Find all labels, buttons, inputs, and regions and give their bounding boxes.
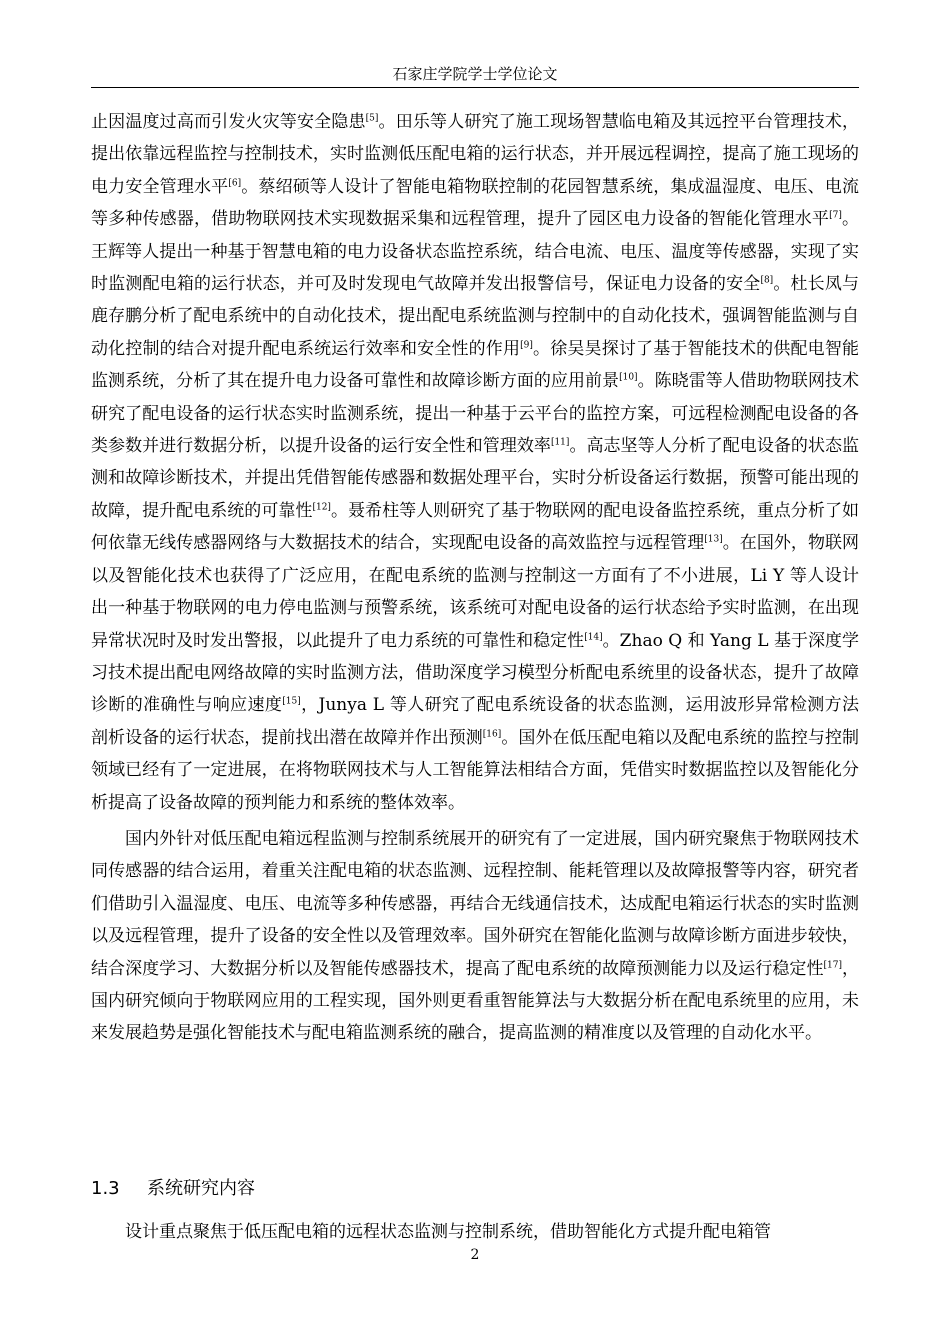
citation-ref: [8] <box>760 275 774 286</box>
text-run: 。聂希柱等人则研究了基于物联网的配电设备监控系统，重点分析了如何依靠无线传感器网络与大数据技术的结合，实现配电设备的高效监控与远程管理 <box>91 500 860 554</box>
text-run: 国内外针对低压配电箱远程监测与控制系统展开的研究有了一定进展，国内研究聚焦于物联网技术同传感器的结合运用，着重关注配电箱的状态监测、远程控制、能耗管理以及故障报警等内容，研究者们借助引入温湿度、电压、电流等多种传感器，再结合无线通信技术，达成配电箱运行状态的实时监测以及远程管理，提升了设备的安全性以及管理效率。国外研究在智能化监测与故障诊断方面进步较快，结合深度学习、大数据分析以及智能传感器技术，提高了配电系统的故障预测能力以及运行稳定性 <box>91 828 859 979</box>
citation-ref: [14] <box>584 631 603 642</box>
text-run: 。杜长凤与鹿存鹏分析了配电系统中的自动化技术，提出配电系统监测与控制中的自动化技术，强调智能监测与自动化控制的结合对提升配电系统运行效率和安全性的作用 <box>91 274 860 359</box>
citation-ref: [6] <box>228 178 242 189</box>
text-run: 。Zhao Q 和 Yang L 基于深度学习技术提出配电网络故障的实时监测方法，借助深度学习模型分析配电系统里的设备状态，提升了故障诊断的准确性与响应速度 <box>91 630 859 716</box>
citation-ref: [12] <box>312 502 331 513</box>
running-header: 石家庄学院学士学位论文 <box>392 65 558 83</box>
section-title: 系统研究内容 <box>147 1178 255 1199</box>
text-run: 。田乐等人研究了施工现场智慧临电箱及其远控平台管理技术，提出依靠远程监控与控制技术，实时监测低压配电箱的运行状态，并开展远程调控，提高了施工现场的电力安全管理水平 <box>91 112 860 197</box>
body-text <box>91 106 859 1050</box>
text-run: 。在国外，物联网以及智能化技术也获得了广泛应用，在配电系统的监测与控制这一方面有了不小进展，Li Y 等人设计出一种基于物联网的电力停电监测与预警系统，该系统可对配电设备的运行状态给予实时监测，在出现异常状况时及时发出警报，以此提升了电力系统的可靠性和稳定性 <box>91 533 860 651</box>
citation-ref: [7] <box>829 210 842 221</box>
paragraph-2 <box>91 823 859 1050</box>
page-number: 2 <box>470 1247 480 1263</box>
text-run: 止因温度过高而引发火灾等安全隐患 <box>91 112 366 132</box>
citation-ref: [11] <box>550 437 570 448</box>
text-run: 。蔡绍硕等人设计了智能电箱物联控制的花园智慧系统，集成温湿度、电压、电流等多种传感器，借助物联网技术实现数据采集和远程管理，提升了园区电力设备的智能化管理水平 <box>91 176 860 230</box>
section-heading <box>91 1175 255 1203</box>
citation-ref: [16] <box>482 729 502 740</box>
citation-ref: [15] <box>282 696 301 707</box>
section-paragraph: 设计重点聚焦于低压配电箱的远程状态监测与控制系统，借助智能化方式提升配电箱管 <box>125 1222 771 1242</box>
citation-ref: [10] <box>619 372 638 383</box>
text-run: ，国内研究倾向于物联网应用的工程实现，国外则更看重智能算法与大数据分析在配电系统里的应用，未来发展趋势是强化智能技术与配电箱监测系统的融合，提高监测的精准度以及管理的自动化水平。 <box>91 958 860 1044</box>
text-run: 。陈晓雷等人借助物联网技术研究了配电设备的运行状态实时监测系统，提出一种基于云平台的监控方案，可远程检测配电设备的各类参数并进行数据分析，以提升设备的运行安全性和管理效率 <box>91 371 860 457</box>
text-run: 。国外在低压配电箱以及配电系统的监控与控制领域已经有了一定进展，在将物联网技术与人工智能算法相结合方面，凭借实时数据监控以及智能化分析提高了设备故障的预判能力和系统的整体效率。 <box>91 727 860 813</box>
text-run: 。徐吴昊探讨了基于智能技术的供配电智能监测系统，分析了其在提升电力设备可靠性和故障诊断方面的应用前景 <box>91 338 860 392</box>
citation-ref: [5] <box>365 113 379 124</box>
citation-ref: [13] <box>704 534 723 545</box>
text-run: ，Junya L 等人研究了配电系统设备的状态监测，运用波形异常检测方法剖析设备的运行状态，提前找出潜在故障并作出预测 <box>91 695 859 748</box>
header-rule <box>91 87 859 88</box>
text-run: 。王辉等人提出一种基于智慧电箱的电力设备状态监控系统，结合电流、电压、温度等传感器，实现了实时监测配电箱的运行状态，并可及时发现电气故障并发出报警信号，保证电力设备的安全 <box>91 209 860 295</box>
section-number: 1.3 <box>91 1178 120 1199</box>
text-run: 。高志坚等人分析了配电设备的状态监测和故障诊断技术，并提出凭借智能传感器和数据处理平台，实时分析设备运行数据，预警可能出现的故障，提升配电系统的可靠性 <box>91 436 860 521</box>
paragraph-1 <box>91 106 859 819</box>
citation-ref: [9] <box>520 340 533 351</box>
citation-ref: [17] <box>823 959 842 970</box>
